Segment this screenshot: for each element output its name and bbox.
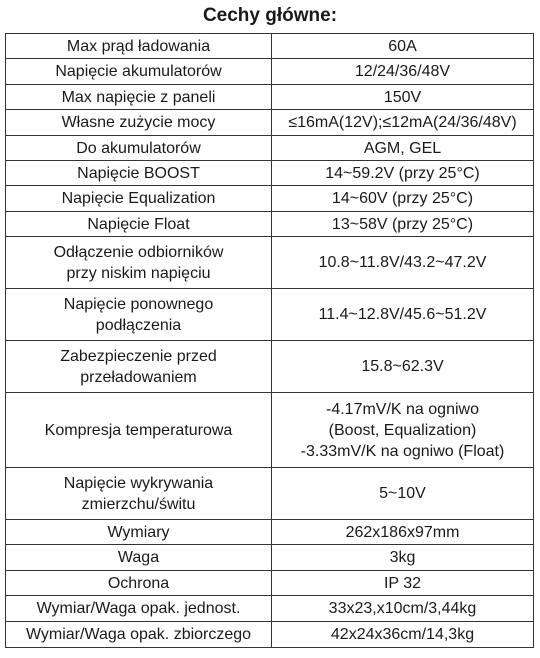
spec-value-cell	[272, 622, 534, 648]
spec-label-cell	[6, 289, 272, 341]
spec-label-cell	[6, 468, 272, 520]
spec-label: Odłączenie odbiorników	[53, 243, 224, 261]
spec-label-cell	[6, 341, 272, 393]
spec-value: -4.17mV/K na ogniwo	[326, 400, 479, 418]
spec-label-cell	[6, 161, 272, 186]
spec-value: 15.8~62.3V	[361, 358, 444, 375]
spec-value-cell	[272, 468, 534, 520]
spec-value-cell	[272, 59, 534, 85]
spec-value-cell	[272, 289, 534, 341]
table-row	[6, 468, 534, 520]
specs-table-body	[6, 34, 534, 648]
spec-label-cell	[6, 34, 272, 59]
spec-label: Napięcie ponownego	[63, 295, 214, 313]
spec-label: Kompresja temperaturowa	[44, 421, 233, 439]
table-row	[6, 571, 534, 596]
spec-label: przy niskim napięciu	[66, 264, 211, 282]
spec-value-cell	[272, 520, 534, 545]
spec-label-cell	[6, 596, 272, 622]
spec-label: Napięcie akumulatorów	[55, 63, 222, 80]
spec-label: Ochrona	[107, 574, 170, 592]
spec-value-cell	[272, 341, 534, 393]
table-row	[6, 136, 534, 161]
spec-label-cell	[6, 622, 272, 648]
table-row	[6, 161, 534, 186]
spec-value-cell	[272, 34, 534, 59]
spec-value: 33x23,x10cm/3,44kg	[328, 600, 477, 617]
spec-label: Napięcie wykrywania	[63, 474, 214, 492]
spec-value: 5~10V	[379, 485, 426, 502]
spec-label: Napięcie Equalization	[61, 190, 216, 207]
spec-label-cell	[6, 545, 272, 571]
spec-label: Waga	[117, 549, 160, 566]
table-row	[6, 110, 534, 136]
spec-label-cell	[6, 110, 272, 136]
spec-value-cell	[272, 136, 534, 161]
spec-label: Wymiar/Waga opak. jednost.	[36, 600, 241, 617]
spec-label-cell	[6, 237, 272, 289]
table-row	[6, 596, 534, 622]
spec-label: Napięcie BOOST	[77, 164, 200, 182]
spec-value-cell	[272, 596, 534, 622]
spec-value: 3kg	[389, 549, 416, 566]
table-row	[6, 186, 534, 212]
spec-label-cell	[6, 393, 272, 468]
table-row	[6, 393, 534, 468]
spec-value-cell	[272, 393, 534, 468]
spec-value-cell	[272, 85, 534, 110]
spec-label: podłączenia	[95, 316, 182, 334]
spec-value-cell	[272, 110, 534, 136]
spec-value: 13~58V (przy 25°C)	[331, 215, 474, 233]
spec-value-cell	[272, 571, 534, 596]
spec-value: ≤16mA(12V);≤12mA(24/36/48V)	[288, 114, 517, 131]
specs-table	[5, 33, 534, 648]
spec-label: zmierzchu/świtu	[81, 495, 196, 513]
spec-label-cell	[6, 136, 272, 161]
spec-label-cell	[6, 186, 272, 212]
spec-label-cell	[6, 571, 272, 596]
table-row	[6, 341, 534, 393]
spec-label: Zabezpieczenie przed	[60, 347, 217, 365]
spec-label: Napięcie Float	[87, 215, 190, 233]
spec-label: Wymiary	[107, 523, 170, 541]
table-row	[6, 545, 534, 571]
spec-value: IP 32	[383, 574, 422, 592]
spec-value: (Boost, Equalization)	[328, 421, 477, 439]
table-row	[6, 34, 534, 59]
spec-label-cell	[6, 85, 272, 110]
spec-value: 12/24/36/48V	[354, 63, 451, 80]
spec-value-cell	[272, 545, 534, 571]
spec-value-cell	[272, 237, 534, 289]
spec-label-cell	[6, 212, 272, 237]
spec-value: 42x24x36cm/14,3kg	[330, 626, 475, 643]
table-row	[6, 59, 534, 85]
spec-label: Max prąd ładowania	[66, 37, 211, 55]
table-row	[6, 289, 534, 341]
spec-value: 10.8~11.8V/43.2~47.2V	[318, 254, 487, 271]
spec-label: Do akumulatorów	[76, 139, 201, 157]
spec-value: AGM, GEL	[363, 139, 442, 157]
spec-label: Wymiar/Waga opak. zbiorczego	[25, 626, 252, 643]
table-row	[6, 85, 534, 110]
spec-value: 262x186x97mm	[345, 523, 460, 541]
spec-value-cell	[272, 186, 534, 212]
spec-value-cell	[272, 212, 534, 237]
spec-value: 60A	[388, 37, 417, 55]
spec-label: Max napięcie z paneli	[61, 88, 216, 106]
spec-value: 11.4~12.8V/45.6~51.2V	[318, 306, 487, 323]
spec-label: przeładowaniem	[80, 368, 197, 386]
table-row	[6, 237, 534, 289]
table-row	[6, 622, 534, 648]
spec-value: 14~59.2V (przy 25°C)	[325, 164, 480, 182]
spec-value: -3.33mV/K na ogniwo (Float)	[300, 442, 505, 460]
spec-label-cell	[6, 59, 272, 85]
table-row	[6, 212, 534, 237]
spec-label-cell	[6, 520, 272, 545]
page-title: Cechy główne:	[202, 5, 338, 26]
spec-value-cell	[272, 161, 534, 186]
spec-label: Własne zużycie mocy	[61, 114, 216, 131]
table-row	[6, 520, 534, 545]
spec-value: 150V	[383, 88, 422, 106]
spec-value: 14~60V (przy 25°C)	[331, 190, 474, 207]
